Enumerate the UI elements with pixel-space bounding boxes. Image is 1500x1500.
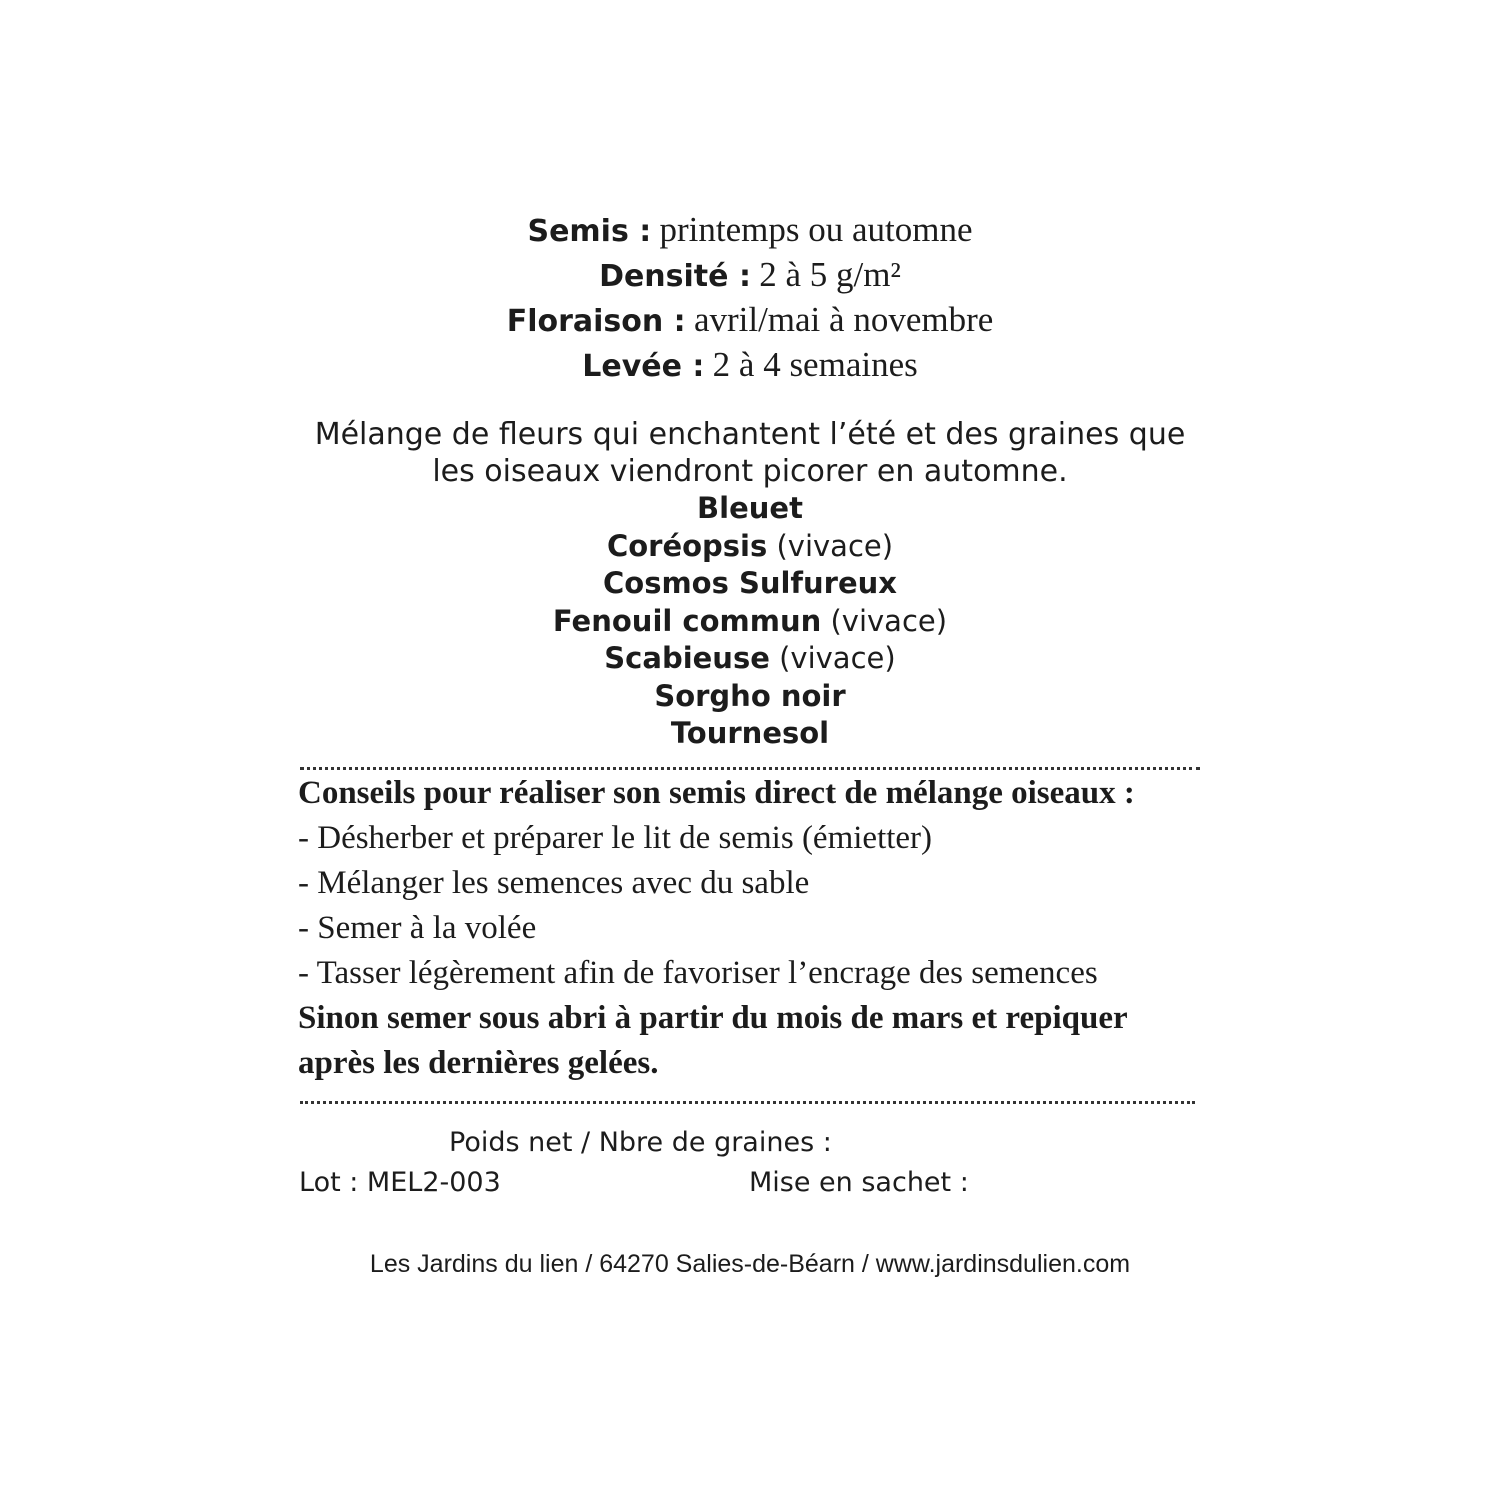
- intro-line-2: les oiseaux viendront picorer en automne.: [432, 454, 1068, 489]
- plant-item: Bleuet: [697, 491, 803, 525]
- bagging-label: Mise en sachet :: [749, 1167, 969, 1198]
- spec-value: 2 à 4 semaines: [712, 345, 918, 384]
- spec-value: printemps ou automne: [659, 210, 973, 249]
- footer-address: Les Jardins du lien / 64270 Salies-de-Béarn / www.jardinsdulien.com: [369, 1250, 1131, 1278]
- spec-semis: [0, 210, 1500, 250]
- tips-note: Sinon semer sous abri à partir du mois de mars et repiquer: [298, 1000, 1128, 1036]
- plant-item: Cosmos Sulfureux: [602, 566, 898, 600]
- tips-step: - Mélanger les semences avec du sable: [298, 865, 810, 901]
- spec-densite: [0, 255, 1500, 295]
- spec-value: 2 à 5 g/m²: [759, 255, 901, 294]
- weight-label: Poids net / Nbre de graines :: [449, 1127, 832, 1158]
- tips-step: - Désherber et préparer le lit de semis (émietter): [298, 820, 933, 856]
- tips-title: Conseils pour réaliser son semis direct de mélange oiseaux :: [298, 775, 1135, 811]
- plant-item: Coréopsis (vivace): [606, 529, 894, 563]
- spec-levee: [0, 345, 1500, 385]
- dotted-divider: [300, 767, 1200, 770]
- plant-item: Sorgho noir: [654, 679, 846, 713]
- spec-value: avril/mai à novembre: [693, 300, 994, 339]
- dotted-divider: [300, 1101, 1195, 1104]
- spec-label: Floraison :: [506, 304, 686, 339]
- tips-note: après les dernières gelées.: [298, 1045, 659, 1081]
- spec-label: Densité :: [599, 259, 751, 294]
- tips-step: - Tasser légèrement afin de favoriser l’encrage des semences: [298, 955, 1098, 991]
- plant-item: Scabieuse (vivace): [604, 641, 896, 675]
- spec-label: Semis :: [527, 214, 652, 249]
- plant-item: Fenouil commun (vivace): [552, 604, 948, 638]
- lot-label: Lot : MEL2-003: [299, 1167, 501, 1198]
- tips-step: - Semer à la volée: [298, 910, 537, 946]
- plant-item: Tournesol: [670, 716, 830, 750]
- spec-floraison: [0, 300, 1500, 340]
- intro-line-1: Mélange de fleurs qui enchantent l’été et des graines que: [314, 417, 1186, 452]
- spec-label: Levée :: [582, 349, 705, 384]
